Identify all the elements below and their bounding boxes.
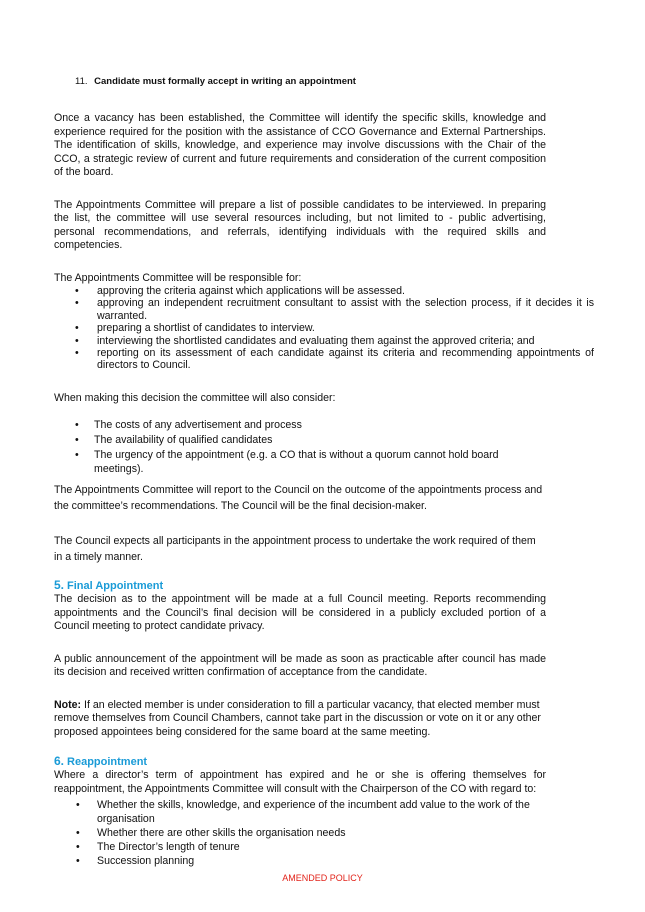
section-title: Reappointment: [67, 756, 148, 769]
section-5-heading: [54, 579, 546, 593]
paragraph-responsible-for: The Appointments Committee will be responsible for:: [54, 271, 302, 284]
bullet: •: [75, 297, 79, 310]
list-item: • The urgency of the appointment (e.g. a CO that is without a quorum cannot hold board meetings).: [75, 449, 499, 475]
document-body: [54, 76, 594, 869]
list-item: • The availability of qualified candidates: [75, 434, 273, 447]
note-label: Note:: [54, 698, 82, 711]
paragraph-timely-manner: The Council expects all participants in the appointment process to undertake the work required of them in a timely manner.: [54, 535, 536, 564]
bullet: •: [76, 826, 80, 839]
list-item: • Whether the skills, knowledge, and experience of the incumbent add value to the work of the organisation: [76, 799, 530, 825]
paragraph-vacancy: Once a vacancy has been established, the Committee will identify the specific skills, knowledge and experience required for the position with the assistance of CCO Governance and External Partnerships. The identification of skills, knowledge, and experience may involve discussions with the Chair of the CCO, a strategic review of current and future requirements and consideration of the current composition of the board.: [54, 112, 546, 178]
list-item: • approving an independent recruitment consultant to assist with the selection process, if it decides it is warranted.: [75, 297, 594, 322]
paragraph-public-announcement: A public announcement of the appointment will be made as soon as practicable after council has made its decision and received written confirmation of acceptance from the candidate.: [54, 652, 546, 679]
paragraph-reappointment: Where a director’s term of appointment has expired and he or she is offering themselves for reappointment, the Appointments Committee will consult with the Chairperson of the CO with regard to:: [54, 769, 546, 795]
bullet: •: [76, 840, 80, 853]
bullet: •: [75, 334, 79, 347]
list-item: • approving the criteria against which applications will be assessed.: [75, 285, 405, 297]
paragraph-also-consider: When making this decision the committee will also consider:: [54, 391, 336, 404]
considerations-list: [54, 419, 546, 476]
list-item: • Succession planning: [76, 854, 195, 867]
list-item: • preparing a shortlist of candidates to interview.: [75, 322, 315, 335]
numbered-item-11: [75, 76, 546, 88]
bullet: •: [75, 347, 79, 360]
bullet: •: [75, 449, 79, 462]
paragraph-final-appointment: The decision as to the appointment will be made at a full Council meeting. Reports recommending appointments and the Council’s final decision will be considered in a publicly excluded portion of a Council meeting to protect candidate privacy.: [54, 593, 546, 633]
bullet: •: [75, 434, 79, 447]
list-item: • Whether there are other skills the organisation needs: [76, 826, 346, 839]
bullet: •: [75, 285, 79, 297]
note-paragraph: [54, 699, 546, 740]
section-number: 5.: [54, 578, 65, 593]
section-title: Final Appointment: [67, 580, 164, 593]
section-number: 6.: [54, 754, 65, 769]
paragraph-report-to-council: The Appointments Committee will report to the Council on the outcome of the appointments process and the committee’s recommendations. The Council will be the final decision-maker.: [54, 484, 543, 513]
list-item: • The Director’s length of tenure: [76, 840, 240, 853]
paragraph-candidates-list: The Appointments Committee will prepare a list of possible candidates to be interviewed. In preparing the list, the committee will use several resources including, but not limited to - public advertising, personal recommendations, and referrals, identifying individuals with the required skills and competencies.: [54, 198, 546, 251]
footer-amended-policy: AMENDED POLICY: [282, 873, 363, 883]
bullet: •: [76, 854, 80, 867]
note-text: If an elected member is under consideration to fill a particular vacancy, that elected member must remove themselves from Council Chambers, cannot take part in the discussion or vote on it or any other proposed appointees being considered for the same board at the same meeting.: [54, 698, 541, 738]
item-number: 11.: [75, 76, 88, 87]
bullet: •: [75, 419, 79, 432]
list-item: • The costs of any advertisement and process: [75, 419, 302, 432]
reappointment-list: [54, 799, 546, 868]
bullet: •: [76, 799, 80, 812]
responsibilities-list: [54, 285, 594, 372]
item-text: Candidate must formally accept in writing an appointment: [94, 76, 356, 87]
bullet: •: [75, 322, 79, 335]
section-6-heading: [54, 755, 546, 769]
list-item: • interviewing the shortlisted candidates and evaluating them against the approved criteria; and: [75, 334, 535, 347]
list-item: • reporting on its assessment of each candidate against its criteria and recommending appointments of directors to Council.: [75, 347, 594, 372]
